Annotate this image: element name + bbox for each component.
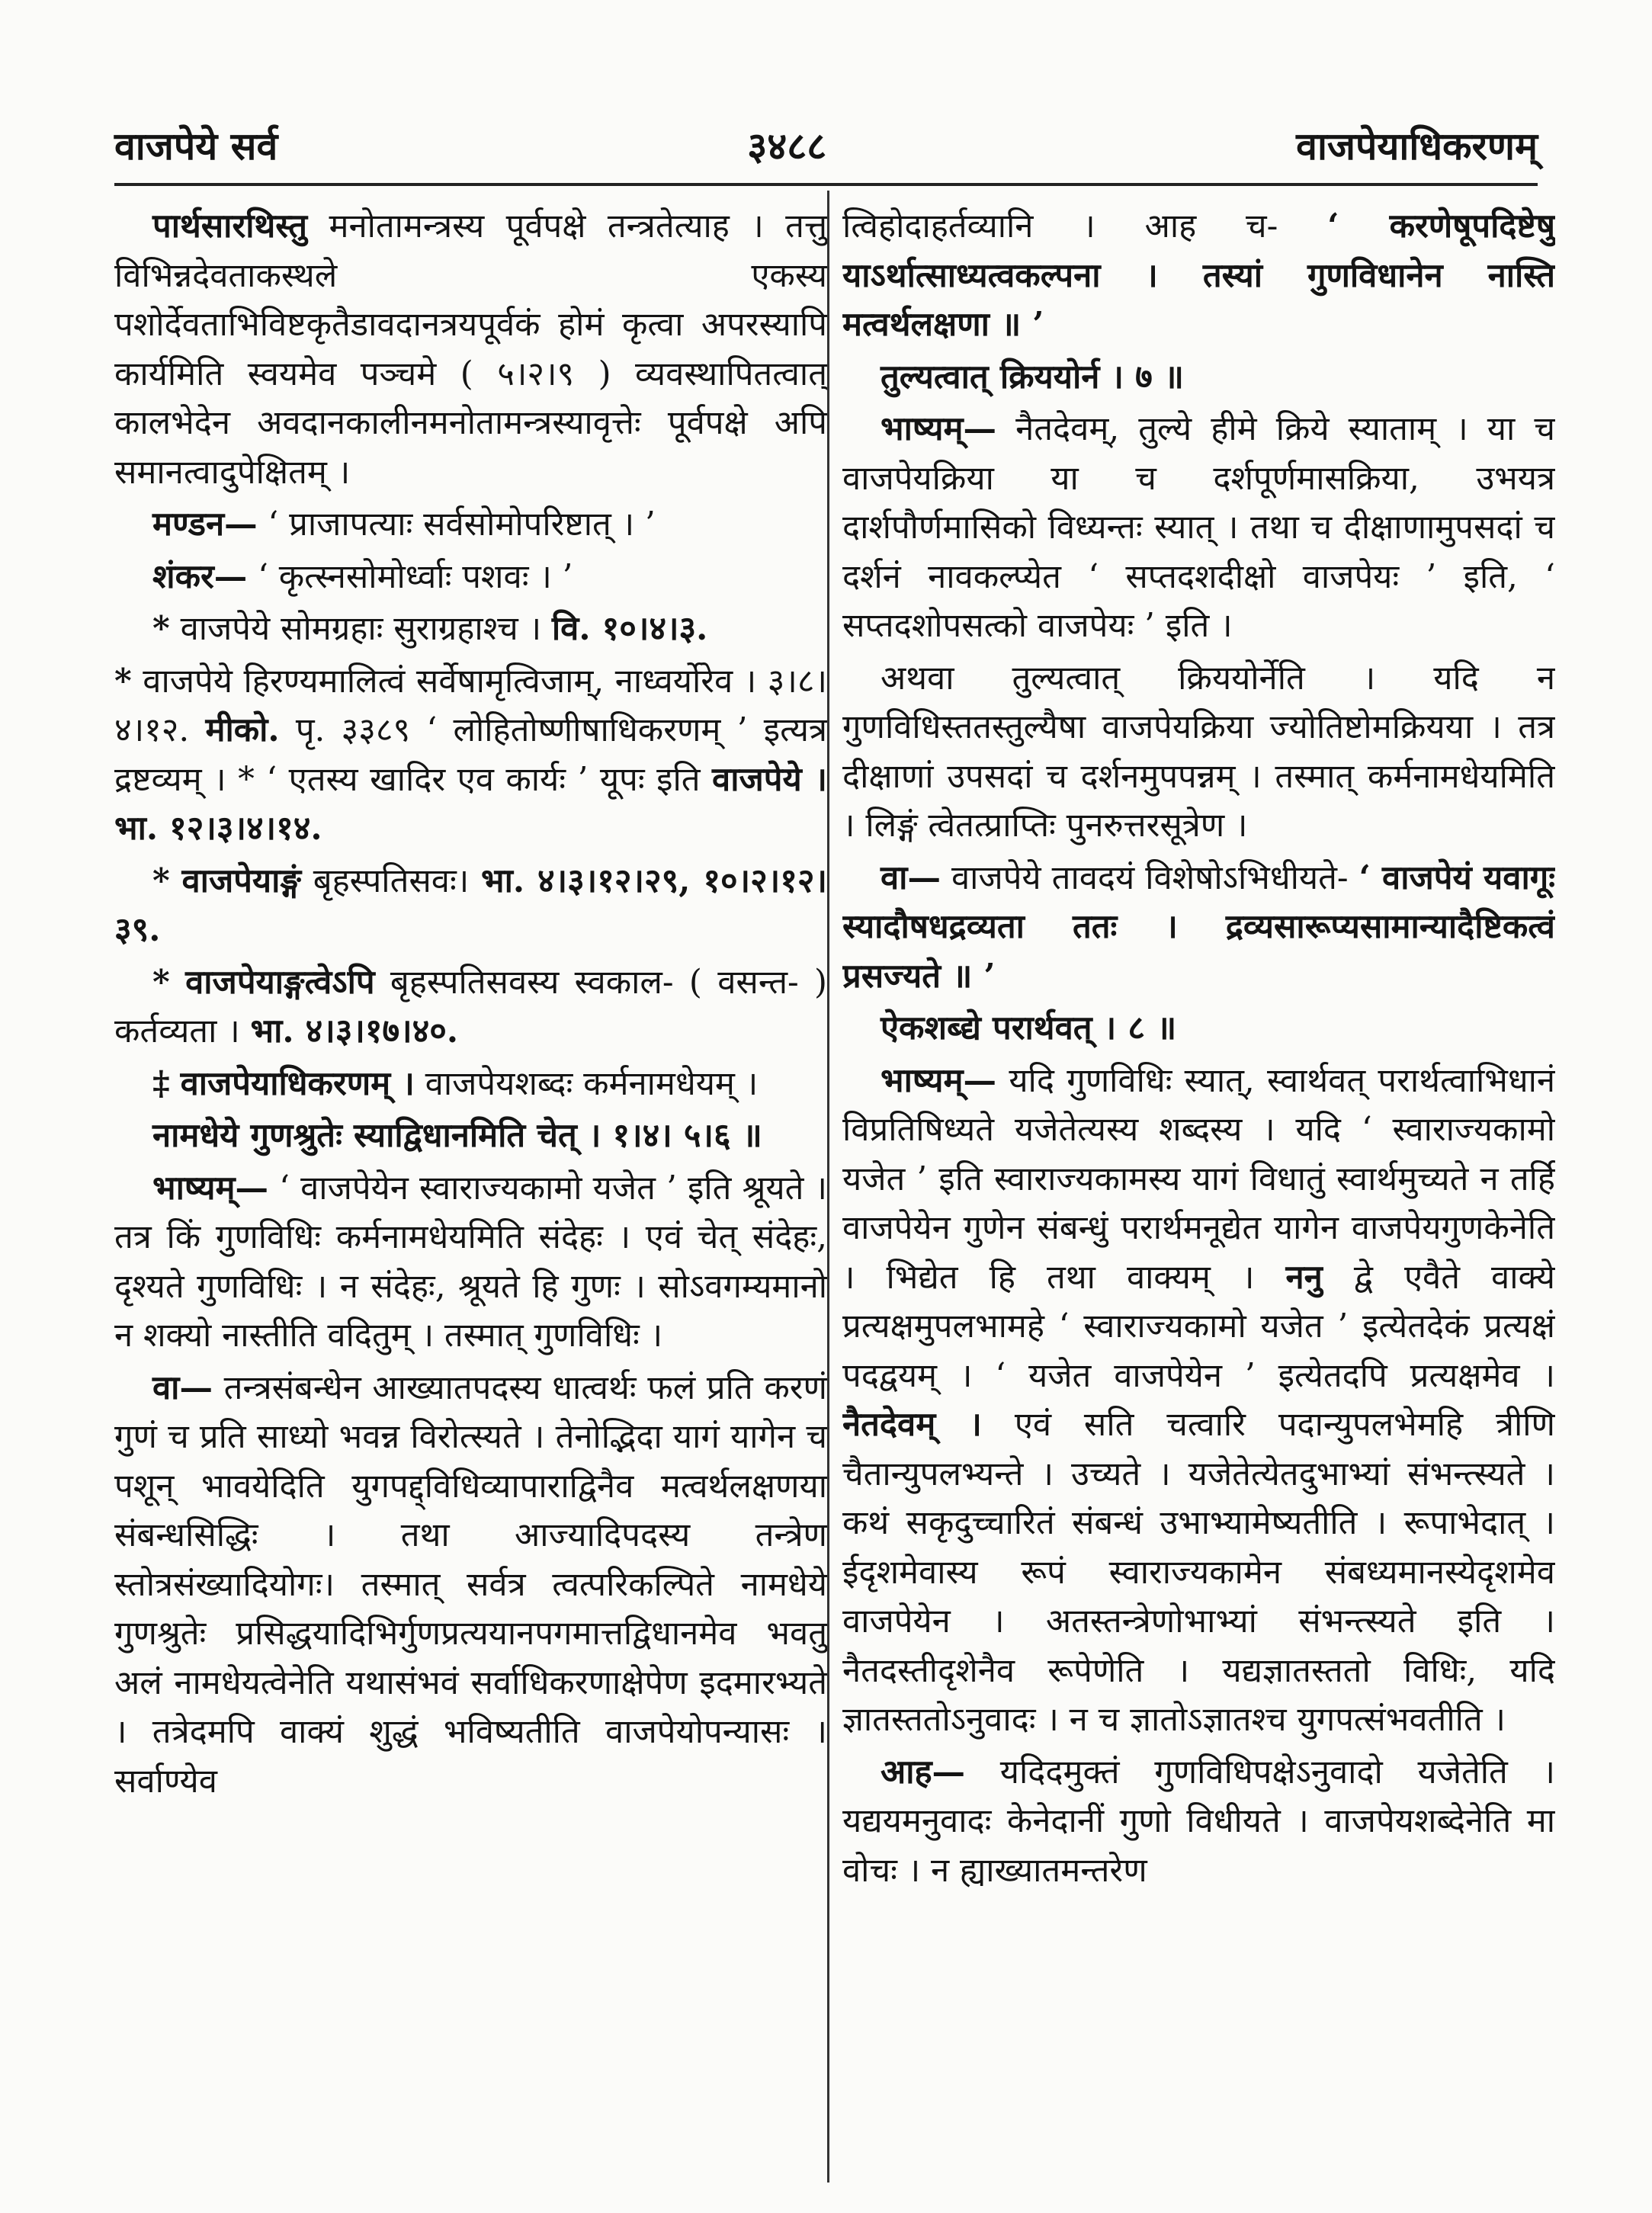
term: शंकर— [152, 556, 248, 596]
paragraph [842, 1748, 1555, 1896]
verse-quote: ‘ करणेषूपदिष्टेषु याऽर्थात्साध्यत्वकल्पना । तस्यां गुणविधानेन नास्ति मत्वर्थलक्षणा ॥ ’ [842, 207, 1555, 344]
term: वाजपेयाङ्गं [181, 861, 301, 900]
paragraph-text: मनोतामन्त्रस्य पूर्वपक्षे तन्त्रतेत्याह । तत्तु विभिन्नदेवताकस्थले एकस्य पशोर्देवताभिविष्टकृतैडावदानत्रयपूर्वकं होमं कृत्वा अपरस्यापि कार्यमिति स्वयमेव पञ्चमे ( ५।२।९ ) व्यवस्थापितत्वात् कालभेदेन अवदानकालीनमनोतामन्त्रस्यावृत्तेः पूर्वपक्षे अपि समानत्वादुपेक्षितम् । [114, 207, 827, 492]
running-header [114, 114, 1538, 175]
paragraph [114, 500, 827, 550]
paragraph-text: वाजपेयशब्दः कर्मनामधेयम् । [425, 1064, 759, 1103]
paragraph [114, 657, 827, 854]
paragraph-text: वाजपेये सोमग्रहाः सुराग्रहाश्च । [180, 610, 542, 648]
right-column [842, 202, 1555, 2183]
term: वा— [152, 1368, 213, 1407]
reference: भा. ४।३।१७।४०. [250, 1012, 458, 1050]
column-divider [827, 191, 829, 2183]
paragraph [114, 605, 827, 654]
paragraph-text: वाजपेये तावदयं विशेषोऽभिधीयते- [951, 858, 1349, 897]
term: पार्थसारथिस्तु [152, 207, 308, 245]
paragraph [114, 1364, 827, 1807]
paragraph-text: ‘ प्राजापत्याः सर्वसोमोपरिष्टात् । ’ [268, 505, 656, 544]
paragraph [842, 654, 1555, 851]
term: भाष्यम्— [881, 409, 997, 448]
term: मण्डन— [152, 505, 258, 544]
section-title: वाजपेयाधिकरणम् । [180, 1063, 415, 1103]
paragraph [114, 202, 827, 497]
reference: वि. १०।४।३. [551, 609, 708, 648]
paragraph-text: पृ. ३३८९ ‘ लोहितोष्णीषाधिकरणम् ’ इत्यत्र द्रष्टव्यम् । * ‘ एतस्य खादिर एव कार्यः ’ यूपः इति [114, 711, 827, 799]
paragraph [842, 1057, 1555, 1745]
paragraph-text: ‘ कृत्स्नसोमोर्ध्वाः पशवः । ’ [258, 557, 573, 596]
paragraph-text: बृहस्पतिसवस्य स्वकाल- ( वसन्त- ) कर्तव्यता । [114, 963, 827, 1050]
header-divider [114, 183, 1538, 186]
paragraph-text: द्वे एवैते वाक्ये प्रत्यक्षमुपलभामहे ‘ स्वाराज्यकामो यजेत ’ इत्येतदेकं प्रत्यक्षं पदद्वयम् । ‘ यजेत वाजपेयेन ’ इत्येतदपि प्रत्यक्षमेव । [842, 1258, 1555, 1395]
paragraph-text: अथवा तुल्यत्वात् क्रिययोर्नेति । यदि न गुणविधिस्ततस्तुल्यैषा वाजपेयक्रिया ज्योतिष्टोमक्रियया । तत्र दीक्षाणां उपसदां च दर्शनमुपपन्नम् । तस्मात् कर्मनामधेयमिति । लिङ्गं त्वेतत्प्राप्तिः पुनरुत्तरसूत्रेण । [842, 659, 1555, 845]
paragraph [114, 1164, 827, 1361]
paragraph [114, 553, 827, 602]
paragraph-text: बृहस्पतिसवः। [313, 861, 470, 900]
page-number: ३४८८ [747, 123, 827, 168]
sutra: ऐकशब्द्ये परार्थवत् । ८ ॥ [881, 1009, 1177, 1047]
paragraph [842, 202, 1555, 350]
paragraph-text: तन्त्रसंबन्धेन आख्यातपदस्य धात्वर्थः फलं प्रति करणं गुणं च प्रति साध्यो भवन्न विरोत्स्यते । तेनोद्भिदा यागं यागेन च पशून् भावयेदिति युगपद्द्विधिव्यापाराद्विनैव मत्वर्थलक्षणया संबन्धसिद्धिः । तथा आज्यादिपदस्य तन्त्रेण स्तोत्रसंख्यादियोगः। तस्मात् सर्वत्र त्वत्परिकल्पिते नामधेये गुणश्रुतेः प्रसिद्धयादिभिर्गुणप्रत्ययानपगमात्तद्विधानमेव भवतु अलं नामधेयत्वेनेति यथासंभवं सर्वाधिकरणाक्षेपेण इदमारभ्यते । तत्रेदमपि वाक्यं शुद्धं भविष्यतीति वाजपेयोपन्यासः । सर्वाण्येव [114, 1368, 827, 1801]
term: वाजपेयाङ्गत्वेऽपि [185, 962, 375, 1002]
sutra: नामधेये गुणश्रुतेः स्याद्विधानमिति चेत् । १।४। ५।६ ॥ [152, 1116, 762, 1155]
paragraph [114, 958, 827, 1057]
paragraph-text: यदि गुणविधिः स्यात्, स्वार्थवत् परार्थत्वाभिधानं विप्रतिषिध्यते यजेतेत्यस्य शब्दस्य । यदि ‘ स्वाराज्यकामो यजेत ’ इति स्वाराज्यकामस्य यागं विधातुं स्वार्थमुच्यते न तर्हि वाजपेयेन गुणेन संबन्धुं परार्थमनूद्येत यागेन वाजपेयगुणकेनेति । भिद्येत हि तथा वाक्यम् । [842, 1061, 1555, 1297]
reference: वाजपेये । भा. १२।३।४।१४. [114, 759, 827, 848]
paragraph-text: नैतदेवम्, तुल्ये हीमे क्रिये स्याताम् । या च वाजपेयक्रिया या च दर्शपूर्णमासक्रिया, उभयत्र दार्शपौर्णमासिको विध्यन्तः स्यात् । तथा च दीक्षाणामुपसदां च दर्शनं नावकल्प्येत ‘ सप्तदशदीक्षो वाजपेयः ’ इति, ‘ सप्तदशोपसत्को वाजपेयः ’ इति । [842, 410, 1555, 645]
header-right-title: वाजपेयाधिकरणम् [1296, 123, 1538, 168]
asterisk-mark: * [152, 962, 170, 1002]
paragraph-text: ‘ वाजपेयेन स्वाराज्यकामो यजेत ’ इति श्रूयते । तत्र किं गुणविधिः कर्मनामधेयमिति संदेहः । एवं चेत् संदेहः, दृश्यते गुणविधिः । न संदेहः, श्रूयते हि गुणः । सोऽवगम्यमानो न शक्यो नास्तीति वदितुम् । तस्मात् गुणविधिः । [114, 1169, 827, 1355]
asterisk-mark: * [152, 861, 170, 900]
paragraph-text: एवं सति चत्वारि पदान्युपलभेमहि त्रीणि चैतान्युपलभ्यन्ते । उच्यते । यजेतेत्येतदुभाभ्यां संभन्त्स्यते । कथं सकृदुच्चारितं संबन्धं उभाभ्यामेष्यतीति । रूपाभेदात् । ईदृशमेवास्य रूपं स्वाराज्यकामेन संबध्यमानस्येदृशमेव वाजपेयेन । अतस्तन्त्रेणोभाभ्यां संभन्त्स्यते इति । नैतदस्तीदृशेनैव रूपेणेति । यद्यज्ञातस्ततो विधिः, यदि ज्ञातस्ततोऽनुवादः । न च ज्ञातोऽज्ञातश्च युगपत्संभवतीति । [842, 1406, 1555, 1739]
term: वा— [881, 858, 941, 897]
asterisk-mark: * [114, 661, 132, 701]
sutra: तुल्यत्वात् क्रिययोर्न । ७ ॥ [881, 357, 1184, 396]
term: आह— [881, 1752, 966, 1791]
paragraph [114, 857, 827, 955]
reference: भा. ४।३।१२।२९, १०।२।१२।३९. [114, 861, 827, 949]
left-column [114, 202, 827, 2183]
term: भाष्यम्— [881, 1060, 997, 1100]
section-mark: ‡ [152, 1063, 170, 1103]
paragraph [842, 405, 1555, 651]
paragraph [114, 1060, 827, 1109]
header-left-title: वाजपेये सर्व [114, 123, 278, 168]
paragraph-text: यदिदमुक्तं गुणविधिपक्षेऽनुवादो यजेतेति । यद्ययमनुवादः केनेदानीं गुणो विधीयते । वाजपेयशब्देनेति मा वोचः । न ह्याख्यातमन्तरेण [842, 1753, 1555, 1890]
reference: मीको. [205, 710, 280, 749]
paragraph [842, 854, 1555, 1002]
emphasis: नैतदेवम् । [842, 1405, 982, 1444]
asterisk-mark: * [152, 609, 170, 648]
paragraph-text: वाजपेये हिरण्यमालित्वं सर्वेषामृत्विजाम्, नाध्वर्योरेव । ३।८।४।१२. [114, 662, 827, 749]
emphasis: ननु [1285, 1257, 1323, 1297]
term: भाष्यम्— [152, 1168, 269, 1208]
paragraph-text: त्विहोदाहर्तव्यानि । आह च- [842, 207, 1278, 245]
verse-quote: ‘ वाजपेयं यवागूः स्यादौषधद्रव्यता ततः । द्रव्यसारूप्यसामान्यादैष्टिकत्वं प्रसज्यते ॥ ’ [842, 858, 1555, 996]
